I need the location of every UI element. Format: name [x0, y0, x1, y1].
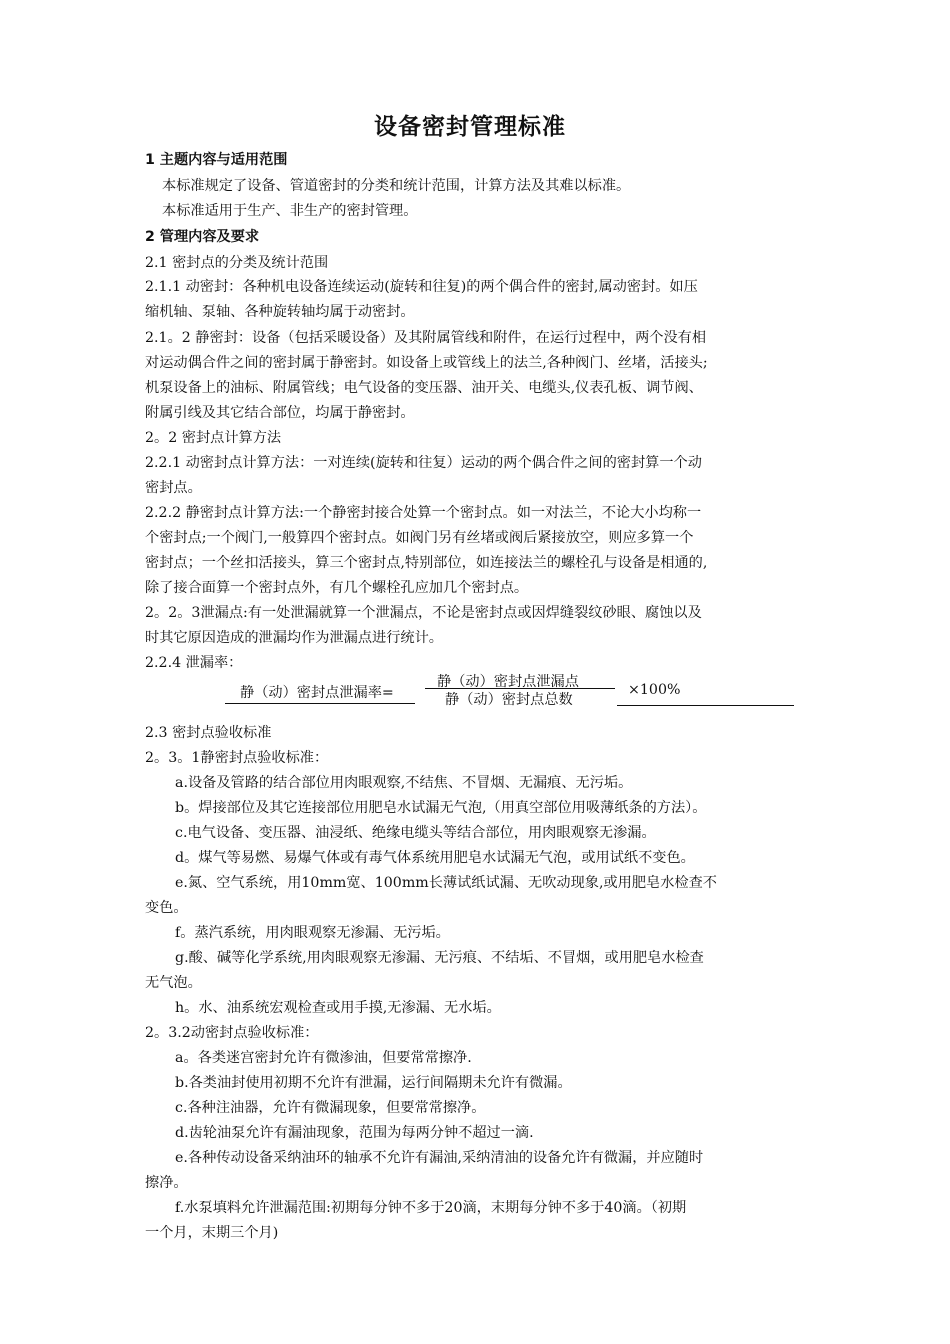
leak-rate-formula: [0, 670, 950, 720]
formula-numerator: 静（动）密封点泄漏点: [437, 674, 579, 690]
list-item: d。煤气等易燃、易爆气体或有毒气体系统用肥皂水试漏无气泡，或用试纸不变色。: [175, 850, 695, 866]
paragraph-line: 时其它原因造成的泄漏均作为泄漏点进行统计。: [145, 630, 443, 646]
paragraph-line: 2.2.1 动密封点计算方法：一对连续(旋转和往复）运动的两个偶合件之间的密封算一个动: [145, 455, 702, 471]
paragraph-line: 密封点；一个丝扣活接头，算三个密封点,特别部位，如连接法兰的螺栓孔与设备是相通的,: [145, 555, 708, 571]
list-item: b。焊接部位及其它连接部位用肥皂水试漏无气泡,（用真空部位用吸薄纸条的方法）。: [175, 800, 707, 816]
formula-underline-right: [617, 705, 794, 706]
subsection-heading: 2。2 密封点计算方法: [145, 430, 282, 446]
list-item: f.水泵填料允许泄漏范围:初期每分钟不多于20滴，末期每分钟不多于40滴。（初期: [175, 1200, 687, 1216]
list-item: g.酸、碱等化学系统,用肉眼观察无渗漏、无污痕、不结垢、不冒烟，或用肥皂水检查: [175, 950, 704, 966]
list-item-continuation: 擦净。: [145, 1175, 188, 1191]
paragraph-line: 密封点。: [145, 480, 202, 496]
paragraph-line: 对运动偶合件之间的密封属于静密封。如设备上或管线上的法兰,各种阀门、丝堵，活接头;: [145, 355, 708, 371]
list-item: a。各类迷宫密封允许有微渗油，但要常常擦净.: [175, 1050, 472, 1066]
paragraph-line: 附属引线及其它结合部位，均属于静密封。: [145, 405, 415, 421]
paragraph: 本标准规定了设备、管道密封的分类和统计范围，计算方法及其难以标准。: [162, 178, 631, 194]
fraction-bar: [425, 688, 615, 689]
list-item: a.设备及管路的结合部位用肉眼观察,不结焦、不冒烟、无漏痕、无污垢。: [175, 775, 633, 791]
section-2-heading: 2 管理内容及要求: [145, 229, 260, 245]
list-item: e.各种传动设备采纳油环的轴承不允许有漏油,采纳清油的设备允许有微漏，并应随时: [175, 1150, 704, 1166]
paragraph-line: 缩机轴、泵轴、各种旋转轴均属于动密封。: [145, 304, 415, 320]
paragraph-line: 2.2.2 静密封点计算方法:一个静密封接合处算一个密封点。如一对法兰，不论大小均称一: [145, 505, 702, 521]
list-item: c.电气设备、变压器、油浸纸、绝缘电缆头等结合部位，用肉眼观察无渗漏。: [175, 825, 656, 841]
paragraph-line: 个密封点;一个阀门,一般算四个密封点。如阀门另有丝堵或阀后紧接放空，则应多算一个: [145, 530, 694, 546]
list-item-continuation: 一个月，末期三个月): [145, 1225, 279, 1241]
formula-lead: 静（动）密封点泄漏率=: [240, 685, 394, 701]
list-item-continuation: 无气泡。: [145, 975, 202, 991]
paragraph-line: 2.1.1 动密封：各种机电设备连续运动(旋转和往复)的两个偶合件的密封,属动密封。如压: [145, 279, 698, 295]
formula-denominator: 静（动）密封点总数: [445, 692, 573, 708]
paragraph-line: 机泵设备上的油标、附属管线；电气设备的变压器、油开关、电缆头,仪表孔板、调节阀、: [145, 380, 703, 396]
list-item: b.各类油封使用初期不允许有泄漏，运行间隔期未允许有微漏。: [175, 1075, 572, 1091]
paragraph-line: 除了接合面算一个密封点外，有几个螺栓孔应加几个密封点。: [145, 580, 529, 596]
formula-underline-left: [225, 703, 415, 704]
page-title: 设备密封管理标准: [374, 114, 566, 140]
subsection-heading: 2.1 密封点的分类及统计范围: [145, 255, 329, 271]
subsection-heading: 2。3.2动密封点验收标准：: [145, 1025, 319, 1041]
paragraph-line: 2.2.4 泄漏率：: [145, 655, 243, 671]
list-item: h。水、油系统宏观检查或用手摸,无渗漏、无水垢。: [175, 1000, 501, 1016]
formula-percent: ×100%: [628, 682, 681, 698]
list-item-continuation: 变色。: [145, 900, 188, 916]
list-item: f。蒸汽系统，用肉眼观察无渗漏、无污垢。: [175, 925, 450, 941]
list-item: e.氮、空气系统，用10mm宽、100mm长薄试纸试漏、无吹动现象,或用肥皂水检查不: [175, 875, 717, 891]
subsection-heading: 2。3。1静密封点验收标准：: [145, 750, 329, 766]
section-1-heading: 1 主题内容与适用范围: [145, 152, 288, 168]
list-item: c.各种注油器，允许有微漏现象，但要常常擦净。: [175, 1100, 486, 1116]
paragraph-line: 2.1。2 静密封：设备（包括采暖设备）及其附属管线和附件，在运行过程中，两个没有相: [145, 330, 707, 346]
paragraph: 本标准适用于生产、非生产的密封管理。: [162, 203, 418, 219]
paragraph-line: 2。2。3泄漏点:有一处泄漏就算一个泄漏点，不论是密封点或因焊缝裂纹砂眼、腐蚀以及: [145, 605, 702, 621]
list-item: d.齿轮油泵允许有漏油现象，范围为每两分钟不超过一滴.: [175, 1125, 534, 1141]
subsection-heading: 2.3 密封点验收标准: [145, 725, 272, 741]
